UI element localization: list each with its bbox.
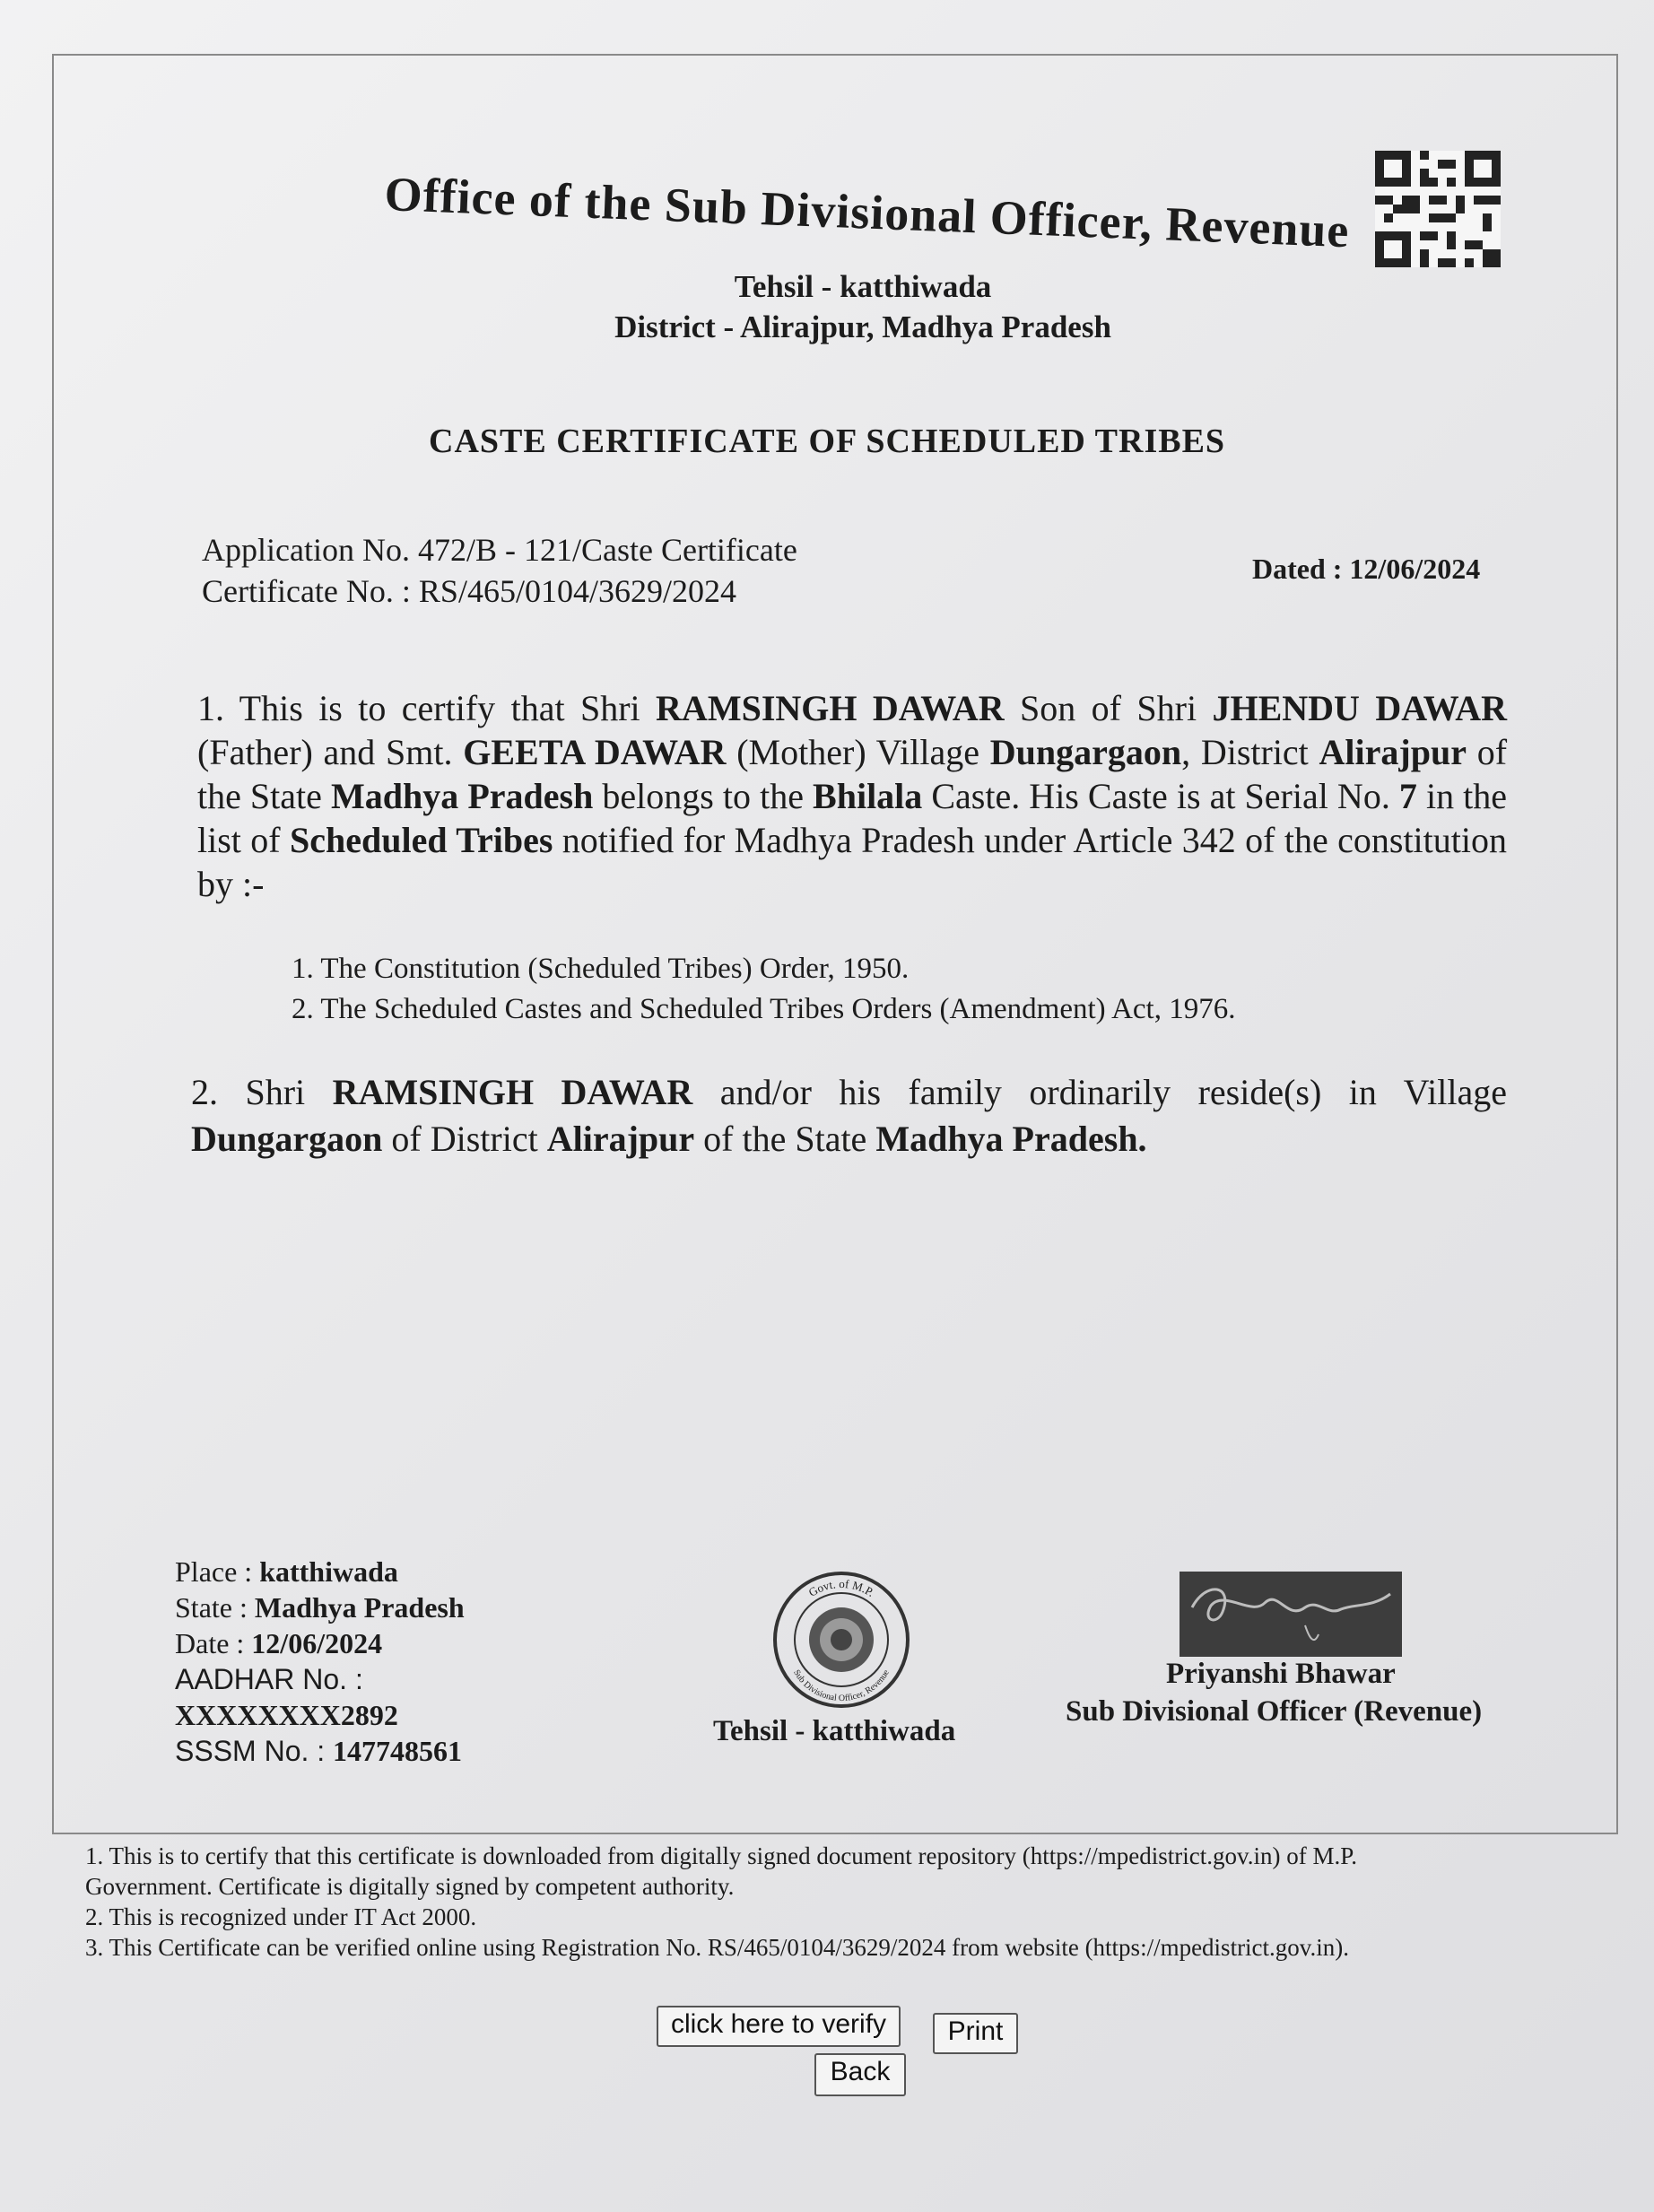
tribe-list-name: Scheduled Tribes [290,820,553,860]
date-label: Date : [175,1627,252,1659]
footnotes [85,1841,1556,1963]
application-details [202,529,797,612]
state-name: Madhya Pradesh [331,776,594,816]
signatory-name: Priyanshi Bhawar [1166,1658,1396,1690]
application-number-line [202,529,797,570]
sssm-line [175,1733,465,1769]
print-button[interactable]: Print [933,2013,1018,2054]
father-name: JHENDU DAWAR [1212,688,1508,728]
signature-image [1180,1572,1402,1657]
para1-text: (Mother) Village [726,732,990,772]
sssm-value: 147748561 [333,1735,463,1767]
seal-tehsil-label: Tehsil - katthiwada [713,1715,956,1747]
certificate-number-line [202,570,797,612]
aadhar-label: AADHAR No. : [175,1663,363,1695]
certification-paragraph [197,686,1507,906]
para1-text: 1. This is to certify that Shri [197,688,657,728]
district-line: District - Alirajpur, Madhya Pradesh [614,309,1111,344]
serial-number: 7 [1398,776,1417,816]
orders-list [292,949,1235,1030]
application-number: 472/B - 121/Caste Certificate [417,532,797,568]
footnote-item: 2. This is recognized under IT Act 2000. [85,1903,477,1930]
footnote-item: 3. This Certificate can be verified online using Registration No. RS/465/0104/3629/2024 from website (https://mpedistrict.gov.in). [85,1934,1350,1961]
mother-name: GEETA DAWAR [463,732,727,772]
signatory-title: Sub Divisional Officer (Revenue) [1066,1695,1483,1728]
order-item: 1. The Constitution (Scheduled Tribes) Order, 1950. [292,953,910,985]
state-label: State : [175,1591,255,1624]
application-label: Application No. [202,532,410,568]
sssm-label: SSSM No. : [175,1735,334,1767]
seal-top-text: Govt. of M.P. [805,1576,877,1599]
certificate-heading: CASTE CERTIFICATE OF SCHEDULED TRIBES [429,422,1226,460]
aadhar-value: XXXXXXXX2892 [175,1699,398,1731]
seal-bottom-text: Sub Divisional Officer, Revenue [791,1668,892,1704]
para2-text: and/or his family ordinarily reside(s) in Village [692,1072,1507,1112]
place-label: Place : [175,1555,260,1588]
tehsil-line: Tehsil - katthiwada [734,269,992,304]
caste-name: Bhilala [813,776,923,816]
state-value: Madhya Pradesh [254,1591,465,1624]
footnote-item: Government. Certificate is digitally signed by competent authority. [85,1873,735,1900]
svg-text:Govt. of M.P. [806,1577,877,1599]
district-name: Alirajpur [546,1119,695,1159]
village-name: Dungargaon [989,732,1182,772]
place-value: katthiwada [259,1555,398,1588]
official-seal-icon [770,1568,913,1711]
date-line [175,1625,465,1661]
verify-button[interactable]: click here to verify [657,2006,901,2047]
district-name: Alirajpur [1319,732,1467,772]
para1-text: notified for Madhya Pradesh under Article 342 of the constitution by :- [197,820,1508,904]
place-line [175,1554,465,1589]
dated-label: Dated : [1252,553,1343,585]
state-name: Madhya Pradesh. [875,1119,1147,1159]
date-value: 12/06/2024 [251,1627,383,1659]
para2-text: of the State [694,1119,876,1159]
back-button[interactable]: Back [814,2053,906,2096]
state-line [175,1589,465,1625]
para1-text: of the State [197,732,1508,816]
para2-text: of District [382,1119,547,1159]
para1-text: in the list of [197,776,1508,860]
qr-code-icon [1375,151,1501,267]
para1-text: , District [1181,732,1319,772]
para1-text: belongs to the [593,776,814,816]
para1-text: Caste. His Caste is at Serial No. [922,776,1399,816]
certificate-number: RS/465/0104/3629/2024 [418,573,736,609]
para1-text: (Father) and Smt. [197,732,464,772]
para2-text: 2. Shri [191,1072,333,1112]
issue-details [175,1554,465,1769]
residence-paragraph [191,1069,1507,1163]
dated-line [1252,553,1480,586]
office-title: Office of the Sub Divisional Officer, Revenue [383,166,1351,258]
applicant-name: RAMSINGH DAWAR [656,688,1005,728]
dated-value: 12/06/2024 [1349,553,1481,585]
applicant-name: RAMSINGH DAWAR [332,1072,693,1112]
footnote-item: 1. This is to certify that this certificate is downloaded from digitally signed document repository (https://mpedistrict.gov.in) of M.P. [85,1842,1358,1869]
village-name: Dungargaon [191,1119,383,1159]
para1-text: Son of Shri [1004,688,1213,728]
order-item: 2. The Scheduled Castes and Scheduled Tribes Orders (Amendment) Act, 1976. [292,993,1236,1025]
certificate-label: Certificate No. : [202,573,411,609]
